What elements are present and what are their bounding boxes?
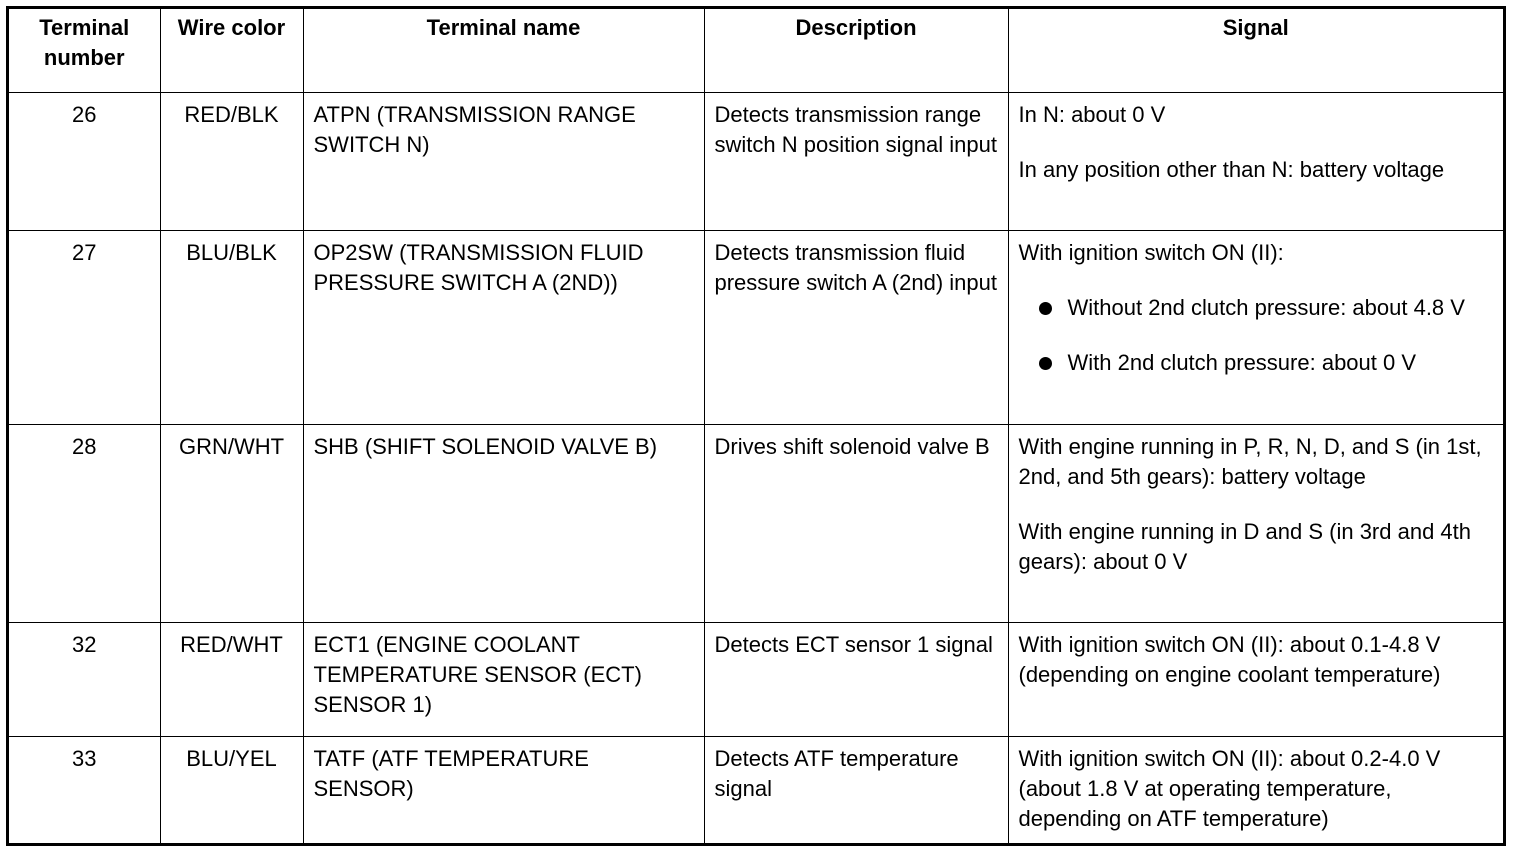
table-row [9, 622, 1503, 736]
terminal-number-cell: 28 [9, 424, 160, 622]
signal-bullet-list [1019, 293, 1494, 378]
signal-paragraph: In N: about 0 V [1018, 101, 1166, 127]
table-row [9, 424, 1503, 622]
table-header-row [9, 9, 1503, 92]
description-cell: Detects transmission fluid pressure switch A (2nd) input [704, 230, 1008, 424]
terminal-name-cell: TATF (ATF TEMPERATURE SENSOR) [303, 736, 704, 846]
signal-paragraph: In any position other than N: battery voltage [1018, 156, 1445, 182]
header-terminal-name: Terminal name [303, 9, 704, 92]
signal-cell [1008, 622, 1503, 736]
table-row [9, 230, 1503, 424]
wire-color-cell: BLU/YEL [160, 736, 303, 846]
terminal-table-frame [6, 6, 1506, 846]
signal-paragraph: With engine running in P, R, N, D, and S (in 1st, 2nd, and 5th gears): battery voltage [1018, 433, 1482, 489]
description-cell: Detects transmission range switch N position signal input [704, 92, 1008, 230]
terminal-number-cell: 33 [9, 736, 160, 846]
signal-cell [1008, 424, 1503, 622]
wire-color-cell: RED/BLK [160, 92, 303, 230]
table-row [9, 92, 1503, 230]
header-terminal-number: Terminal number [9, 9, 160, 92]
terminal-name-cell: ECT1 (ENGINE COOLANT TEMPERATURE SENSOR (ECT) SENSOR 1) [303, 622, 704, 736]
description-cell: Detects ECT sensor 1 signal [704, 622, 1008, 736]
description-cell: Drives shift solenoid valve B [704, 424, 1008, 622]
signal-bullet-item [1019, 293, 1494, 323]
signal-bullet-text: Without 2nd clutch pressure: about 4.8 V [1067, 294, 1465, 320]
description-cell: Detects ATF temperature signal [704, 736, 1008, 846]
signal-cell [1008, 736, 1503, 846]
wire-color-cell: BLU/BLK [160, 230, 303, 424]
table-row [9, 736, 1503, 846]
signal-paragraph: With ignition switch ON (II): about 0.1-4.8 V (depending on engine coolant temperature) [1018, 631, 1441, 687]
terminal-name-cell: OP2SW (TRANSMISSION FLUID PRESSURE SWITCH A (2ND)) [303, 230, 704, 424]
wire-color-cell: RED/WHT [160, 622, 303, 736]
signal-cell [1008, 92, 1503, 230]
bullet-dot-icon [1039, 302, 1052, 315]
signal-paragraph: With ignition switch ON (II): about 0.2-4.0 V (about 1.8 V at operating temperature, depending on ATF temperature) [1018, 745, 1441, 831]
terminal-table [9, 9, 1503, 846]
signal-bullet-item [1019, 348, 1494, 378]
header-description: Description [704, 9, 1008, 92]
bullet-dot-icon [1039, 357, 1052, 370]
terminal-name-cell: ATPN (TRANSMISSION RANGE SWITCH N) [303, 92, 704, 230]
header-wire-color: Wire color [160, 9, 303, 92]
signal-bullet-text: With 2nd clutch pressure: about 0 V [1067, 349, 1417, 375]
terminal-number-cell: 32 [9, 622, 160, 736]
header-signal: Signal [1008, 9, 1503, 92]
signal-cell [1008, 230, 1503, 424]
signal-intro: With ignition switch ON (II): [1018, 239, 1284, 265]
signal-paragraph: With engine running in D and S (in 3rd and 4th gears): about 0 V [1018, 518, 1472, 574]
terminal-number-cell: 27 [9, 230, 160, 424]
wire-color-cell: GRN/WHT [160, 424, 303, 622]
terminal-number-cell: 26 [9, 92, 160, 230]
terminal-name-cell: SHB (SHIFT SOLENOID VALVE B) [303, 424, 704, 622]
